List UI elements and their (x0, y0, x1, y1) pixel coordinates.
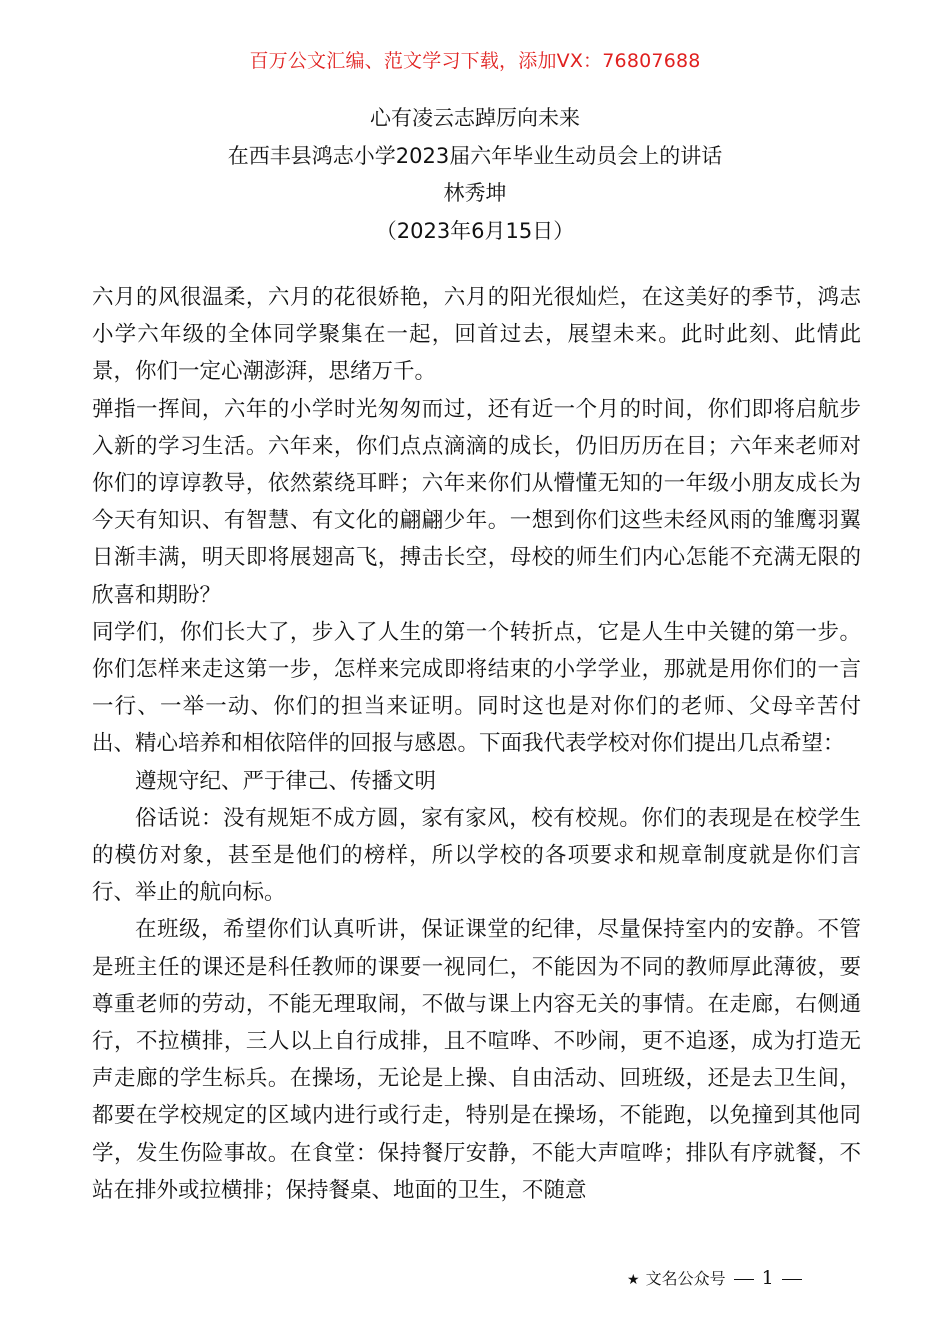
page-footer (627, 1266, 810, 1289)
speech-subtitle: 在西丰县鸿志小学2023届六年毕业生动员会上的讲话 (227, 143, 723, 168)
paragraph-2: 弹指一挥间，六年的小学时光匆匆而过，还有近一个月的时间，你们即将启航步入新的学习生活。六年来，你们点点滴滴的成长，仍旧历历在目；六年来老师对你们的谆谆教导，依然萦绕耳畔；六年来你们从懵懂无知的一年级小朋友成长为今天有知识、有智慧、有文化的翩翩少年。一想到你们这些未经风雨的雏鹰羽翼日渐丰满，明天即将展翅高飞，搏击长空，母校的师生们内心怎能不充满无限的欣喜和期盼？ (92, 396, 861, 608)
speech-title: 心有凌云志踔厉向未来 (370, 106, 580, 130)
footer-dash-right (782, 1279, 802, 1280)
star-icon: ★ (627, 1272, 640, 1288)
paragraph-3: 同学们，你们长大了，步入了人生的第一个转折点，它是人生中关键的第一步。你们怎样来走这第一步，怎样来完成即将结束的小学学业，那就是用你们的一言一行、一举一动、你们的担当来证明。同时这也是对你们的老师、父母辛苦付出、精心培养和相依陪伴的回报与感恩。下面我代表学校对你们提出几点希望： (92, 619, 861, 757)
paragraph-4: 俗话说：没有规矩不成方圆，家有家风，校有校规。你们的表现是在校学生的模仿对象，甚至是他们的榜样，所以学校的各项要求和规章制度就是你们言行、举止的航向标。 (92, 805, 861, 906)
title-block (0, 100, 950, 250)
header-note: 百万公文汇编、范文学习下载，添加VX：76807688 (249, 50, 701, 72)
paragraph-1: 六月的风很温柔，六月的花很娇艳，六月的阳光很灿烂，在这美好的季节，鸿志小学六年级的全体同学聚集在一起，回首过去，展望未来。此时此刻、此情此景，你们一定心潮澎湃，思绪万千。 (92, 285, 861, 385)
page-number: 1 (761, 1267, 774, 1289)
paragraph-5: 在班级，希望你们认真听讲，保证课堂的纪律，尽量保持室内的安静。不管是班主任的课还是科任教师的课要一视同仁，不能因为不同的教师厚此薄彼，要尊重老师的劳动，不能无理取闹，不做与课上内容无关的事情。在走廊，右侧通行，不拉横排，三人以上自行成排，且不喧哗、不吵闹，更不追逐，成为打造无声走廊的学生标兵。在操场，无论是上操、自由活动、回班级，还是去卫生间，都要在学校规定的区域内进行或行走，特别是在操场，不能跑，以免撞到其他同学，发生伤险事故。在食堂：保持餐厅安静，不能大声喧哗；排队有序就餐，不站在排外或拉横排；保持餐桌、地面的卫生，不随意 (92, 917, 861, 1203)
section-heading: 遵规守纪、严于律己、传播文明 (135, 768, 437, 794)
footer-label: 文名公众号 (645, 1269, 726, 1288)
speech-date: （2023年6月15日） (375, 218, 575, 243)
footer-dash-left (734, 1279, 754, 1280)
speech-author: 林秀坤 (443, 181, 507, 205)
speech-body (92, 279, 861, 1209)
